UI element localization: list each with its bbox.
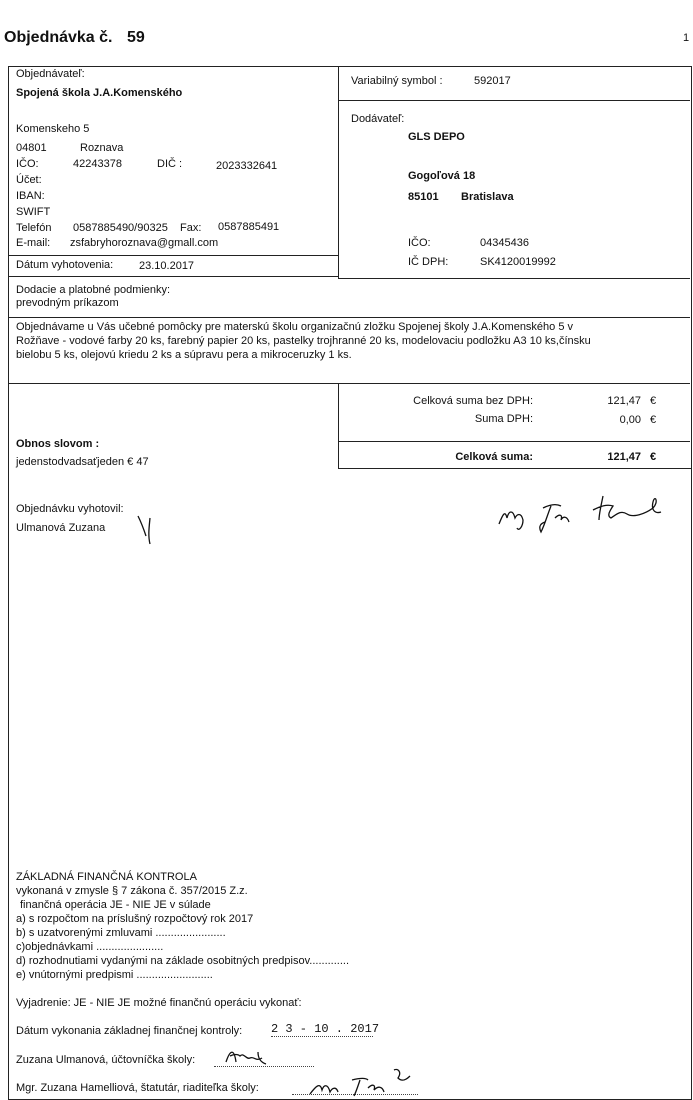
date-value: 23.10.2017 (139, 260, 195, 272)
control-title: ZÁKLADNÁ FINANČNÁ KONTROLA (16, 871, 197, 883)
net-value: 121,47 (607, 395, 641, 407)
orderer-fax-label: Fax: (180, 222, 202, 234)
orderer-phone-label: Telefón (16, 222, 52, 234)
total-currency: € (650, 451, 657, 463)
orderer-name: Spojená škola J.A.Komenského (16, 87, 183, 99)
director-control-signature (306, 1066, 416, 1098)
date-label: Dátum vyhotovenia: (16, 259, 114, 271)
control-line-3: a) s rozpočtom na príslušný rozpočtový rok 2017 (16, 913, 254, 925)
issuer-signature (132, 510, 156, 546)
orderer-ico-label: IČO: (16, 158, 39, 170)
control-line-4: b) s uzatvorenými zmluvami ....................... (16, 927, 226, 939)
total-label: Celková suma: (455, 451, 533, 463)
orderer-city: Roznava (80, 142, 124, 154)
terms-value: prevodným príkazom (16, 297, 119, 309)
amount-words-label: Obnos slovom : (16, 438, 100, 450)
vat-value: 0,00 (619, 414, 641, 426)
variable-symbol-label: Variabilný symbol : (351, 75, 443, 87)
orderer-dic: 2023332641 (216, 160, 278, 172)
orderer-dic-label: DIČ : (157, 158, 183, 170)
supplier-zip: 85101 (408, 191, 439, 203)
orderer-email: zsfabryhoroznava@gmall.com (70, 237, 219, 249)
supplier-icdph: SK4120019992 (480, 256, 556, 268)
amount-words-value: jedenstodvadsaťjeden € 47 (16, 456, 149, 468)
orderer-swift-label: SWIFT (16, 206, 51, 218)
orderer-email-label: E-mail: (16, 237, 51, 249)
orderer-bottom (8, 276, 338, 277)
control-date-value: 2 3 - 10 . 2017 (271, 1022, 380, 1036)
date-divider (8, 255, 338, 256)
control-line-2: finančná operácia JE - NIE JE v súlade (20, 899, 211, 911)
orderer-iban-label: IBAN: (16, 190, 45, 202)
supplier-street: Gogoľová 18 (408, 170, 476, 182)
net-currency: € (650, 395, 657, 407)
orderer-street: Komenskeho 5 (16, 123, 90, 135)
accountant-signature (222, 1044, 272, 1068)
supplier-icdph-label: IČ DPH: (408, 256, 449, 268)
control-line-5: c)objednávkami ...................... (16, 941, 164, 953)
control-date-label: Dátum vykonania základnej finančnej kontroly: (16, 1025, 243, 1037)
totals-divider (338, 441, 690, 442)
total-value: 121,47 (607, 451, 641, 463)
issued-by-label: Objednávku vyhotovil: (16, 503, 124, 515)
orderer-zip: 04801 (16, 142, 47, 154)
vat-label: Suma DPH: (474, 413, 533, 425)
director-signature (495, 488, 670, 538)
supplier-name: GLS DEPO (408, 131, 465, 143)
order-title (4, 29, 145, 47)
control-line-6: d) rozhodnutiami vydanými na základe osobitných predpisov............. (16, 955, 350, 967)
vs-divider (338, 100, 690, 101)
page-number: 1 (683, 32, 690, 44)
accountant-label: Zuzana Ulmanová, účtovníčka školy: (16, 1054, 196, 1066)
terms-label: Dodacie a platobné podmienky: (16, 284, 171, 296)
order-title-label: Objednávka č. (4, 29, 113, 46)
orderer-ucet-label: Účet: (16, 174, 42, 186)
variable-symbol-value: 592017 (474, 75, 511, 87)
supplier-label: Dodávateľ: (351, 113, 405, 125)
orderer-fax: 0587885491 (218, 221, 280, 233)
control-line-1: vykonaná v zmysle § 7 zákona č. 357/2015 Z.z. (16, 885, 248, 897)
control-opinion: Vyjadrenie: JE - NIE JE možné finančnú operáciu vykonať: (16, 997, 302, 1009)
vat-currency: € (650, 414, 657, 426)
supplier-ico-label: IČO: (408, 237, 431, 249)
issued-by-name: Ulmanová Zuzana (16, 522, 106, 534)
orderer-label: Objednávateľ: (16, 68, 85, 80)
description-line-1: Objednávame u Vás učebné pomôcky pre materskú školu organizačnú zložku Spojenej školy J.A.Komenského 5 v (16, 321, 574, 333)
split-line (338, 66, 339, 278)
description-line-3: bielobu 5 ks, olejovú kriedu 2 ks a súpravu pera a mikroceruzky 1 ks. (16, 349, 352, 361)
orderer-ico: 42243378 (73, 158, 122, 170)
net-label: Celková suma bez DPH: (413, 395, 533, 407)
description-line-2: Rožňave - vodové farby 20 ks, farebný papier 20 ks, pastelky trojhranné 20 ks, modelovaciu podložku A3 10 ks,čínsku (16, 335, 591, 347)
control-line-7: e) vnútornými predpismi ......................... (16, 969, 213, 981)
supplier-city: Bratislava (461, 191, 514, 203)
supplier-bottom (338, 278, 690, 279)
order-number: 59 (126, 29, 145, 46)
supplier-ico: 04345436 (480, 237, 529, 249)
orderer-phone: 0587885490/90325 (73, 222, 168, 234)
terms-bottom (8, 317, 690, 318)
director-label: Mgr. Zuzana Hamelliová, štatutár, riaditeľka školy: (16, 1082, 259, 1094)
